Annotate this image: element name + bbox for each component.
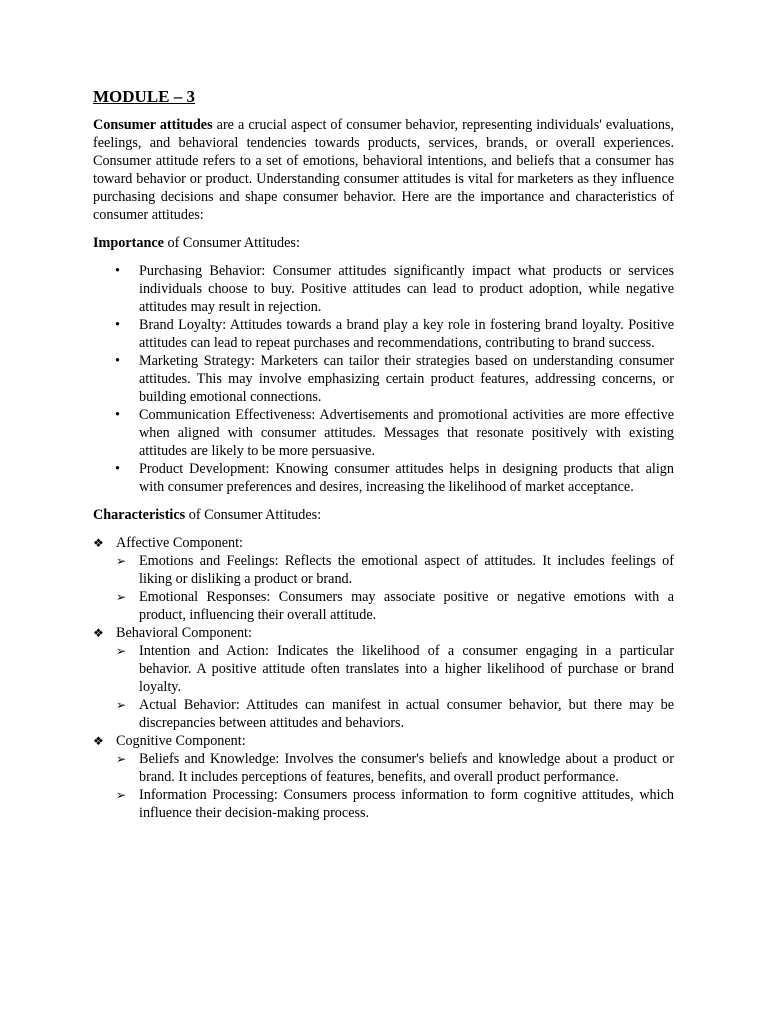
- list-item-text: Emotions and Feelings: Reflects the emotional aspect of attitudes. It includes feelings of liking or disliking a product or brand.: [139, 553, 674, 587]
- list-item: [116, 696, 674, 732]
- list-item-text: Purchasing Behavior: Consumer attitudes significantly impact what products or services individuals choose to buy. Positive attitudes can lead to product adoption, while negative attitudes may result in rejection.: [139, 263, 674, 315]
- component-points: [116, 750, 674, 822]
- importance-list: [93, 262, 674, 496]
- list-item: [116, 750, 674, 786]
- list-item-text: Emotional Responses: Consumers may associate positive or negative emotions with a product, influencing their overall attitude.: [139, 589, 674, 623]
- component-points: [116, 642, 674, 732]
- arrow-bullet-icon: ➢: [116, 644, 127, 658]
- list-item: [116, 642, 674, 696]
- importance-heading-rest: of Consumer Attitudes:: [163, 235, 300, 251]
- bullet-icon: •: [115, 353, 120, 369]
- arrow-bullet-icon: ➢: [116, 554, 127, 568]
- component-item-affective: [93, 534, 674, 624]
- component-label: Cognitive Component:: [116, 733, 246, 749]
- list-item: [93, 460, 674, 496]
- importance-heading-bold: Importance: [93, 235, 164, 251]
- characteristics-list: [93, 534, 674, 822]
- list-item: [116, 588, 674, 624]
- list-item-text: Intention and Action: Indicates the likelihood of a consumer engaging in a particular behavior. A positive attitude often translates into a higher likelihood of purchase or brand loyalty.: [139, 643, 674, 695]
- intro-paragraph: [93, 116, 674, 224]
- document-body: [93, 86, 674, 822]
- diamond-bullet-icon: ❖: [93, 626, 104, 640]
- list-item-text: Beliefs and Knowledge: Involves the consumer's beliefs and knowledge about a product or brand. It includes perceptions of features, benefits, and overall product performance.: [139, 751, 674, 785]
- arrow-bullet-icon: ➢: [116, 788, 127, 802]
- characteristics-heading-rest: of Consumer Attitudes:: [185, 507, 322, 523]
- component-label: Affective Component:: [116, 535, 244, 551]
- component-item-behavioral: [93, 624, 674, 732]
- list-item-text: Communication Effectiveness: Advertisements and promotional activities are more effective when aligned with consumer attitudes. Messages that resonate positively with existing attitudes are likely to be more persuasive.: [139, 407, 674, 459]
- list-item: [116, 552, 674, 588]
- list-item: [93, 262, 674, 316]
- module-title: MODULE – 3: [93, 87, 195, 106]
- arrow-bullet-icon: ➢: [116, 590, 127, 604]
- intro-lead: Consumer attitudes: [93, 117, 213, 133]
- importance-heading: [93, 234, 674, 252]
- diamond-bullet-icon: ❖: [93, 734, 104, 748]
- characteristics-heading: [93, 506, 674, 524]
- list-item-text: Information Processing: Consumers process information to form cognitive attitudes, which influence their decision-making process.: [139, 787, 674, 821]
- list-item-text: Marketing Strategy: Marketers can tailor their strategies based on understanding consumer attitudes. This may involve emphasizing certain product features, addressing concerns, or building emotional connections.: [139, 353, 674, 405]
- list-item: [116, 786, 674, 822]
- list-item: [93, 316, 674, 352]
- component-item-cognitive: [93, 732, 674, 822]
- bullet-icon: •: [115, 317, 120, 333]
- list-item: [93, 352, 674, 406]
- characteristics-heading-bold: Characteristics: [93, 507, 186, 523]
- bullet-icon: •: [115, 407, 120, 423]
- list-item-text: Brand Loyalty: Attitudes towards a brand play a key role in fostering brand loyalty. Positive attitudes can lead to repeat purchases and recommendations, contributing to brand success.: [139, 317, 674, 351]
- bullet-icon: •: [115, 263, 120, 279]
- list-item-text: Product Development: Knowing consumer attitudes helps in designing products that align with consumer preferences and desires, increasing the likelihood of market acceptance.: [139, 461, 674, 495]
- list-item: [93, 406, 674, 460]
- arrow-bullet-icon: ➢: [116, 752, 127, 766]
- component-points: [116, 552, 674, 624]
- component-label: Behavioral Component:: [116, 625, 252, 641]
- intro-text: are a crucial aspect of consumer behavior, representing individuals' evaluations, feelings, and behavioral tendencies towards products, services, brands, or overall experiences. Consumer attitude refers to a set of emotions, behavioral intentions, and beliefs that a consumer has toward behavior or product. Understanding consumer attitudes is vital for marketers as they influence purchasing decisions and shape consumer behavior. Here are the importance and characteristics of consumer attitudes:: [93, 117, 675, 223]
- bullet-icon: •: [115, 461, 120, 477]
- arrow-bullet-icon: ➢: [116, 698, 127, 712]
- list-item-text: Actual Behavior: Attitudes can manifest in actual consumer behavior, but there may be discrepancies between attitudes and behaviors.: [139, 697, 674, 731]
- diamond-bullet-icon: ❖: [93, 536, 104, 550]
